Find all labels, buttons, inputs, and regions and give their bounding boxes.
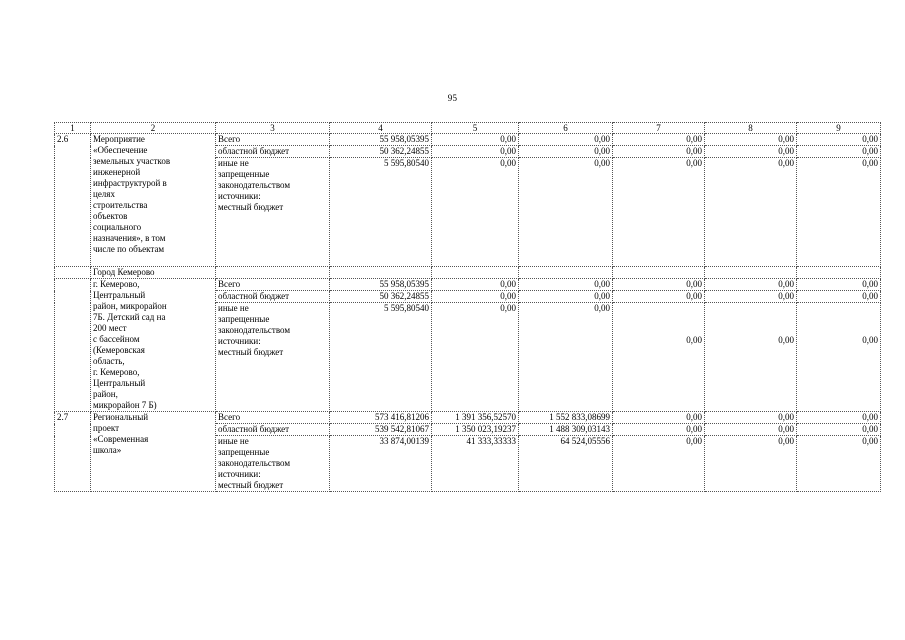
object-name-cell	[91, 279, 216, 412]
value-cell: 573 416,81206	[330, 412, 432, 424]
value-cell: 0,00	[519, 303, 613, 412]
value-cell: 0,00	[432, 158, 519, 267]
source-other-line: законодательством	[218, 458, 291, 468]
value-cell: 0,00	[797, 158, 881, 267]
source-other-line: иные не	[218, 303, 249, 313]
object-name-line: Центральный	[93, 378, 146, 388]
object-name-line: 7Б. Детский сад на	[93, 312, 166, 322]
value-cell: 64 524,05556	[519, 436, 613, 492]
value-cell: 0,00	[519, 279, 613, 291]
page-number: 95	[447, 93, 458, 103]
empty-cell	[55, 267, 91, 279]
header-cell: 5	[432, 123, 519, 134]
project-name-line: «Современная	[93, 434, 149, 444]
value-cell: 0,00	[705, 279, 797, 291]
subheading-row	[55, 267, 881, 279]
empty-cell	[432, 267, 519, 279]
project-name-cell	[91, 412, 216, 492]
source-regional: областной бюджет	[216, 424, 330, 436]
value-cell: 0,00	[519, 146, 613, 158]
value-cell: 5 595,80540	[330, 158, 432, 267]
table-row	[55, 134, 881, 146]
empty-cell	[519, 267, 613, 279]
header-cell: 9	[797, 123, 881, 134]
source-other-line: запрещенные	[218, 447, 270, 457]
measure-name-line: социального	[93, 222, 142, 232]
source-other-line: законодательством	[218, 325, 291, 335]
subheading-city: Город Кемерово	[91, 267, 216, 279]
source-other-line: запрещенные	[218, 169, 270, 179]
source-other-line: местный бюджет	[218, 480, 284, 490]
value-cell: 0,00	[432, 279, 519, 291]
value-cell: 0,00	[705, 146, 797, 158]
header-row	[55, 123, 881, 134]
header-cell: 8	[705, 123, 797, 134]
object-name-line: с бассейном	[93, 334, 140, 344]
source-total: Всего	[216, 134, 330, 146]
object-name-line: г. Кемерово,	[93, 279, 140, 289]
source-other	[216, 158, 330, 267]
value-cell: 55 958,05395	[330, 134, 432, 146]
project-name-line: школа»	[93, 445, 122, 455]
source-total: Всего	[216, 279, 330, 291]
object-name-line: г. Кемерово,	[93, 367, 140, 377]
value-cell: 5 595,80540	[330, 303, 432, 412]
value-cell: 1 350 023,19237	[432, 424, 519, 436]
value-cell: 0,00	[705, 134, 797, 146]
value-cell: 0,00	[797, 279, 881, 291]
value-cell: 0,00	[432, 291, 519, 303]
measure-name-line: инженерной	[93, 167, 141, 177]
value-cell: 1 391 356,52570	[432, 412, 519, 424]
value-cell: 0,00	[797, 436, 881, 492]
value-cell: 0,00	[519, 158, 613, 267]
project-name-line: Региональный	[93, 412, 149, 422]
header-cell: 2	[91, 123, 216, 134]
empty-cell	[797, 267, 881, 279]
source-other-line: запрещенные	[218, 314, 270, 324]
measure-name-line: целях	[93, 189, 115, 199]
empty-cell	[705, 267, 797, 279]
measure-name-line: числе по объектам	[93, 244, 165, 254]
source-other-line: местный бюджет	[218, 347, 284, 357]
source-other-line: местный бюджет	[218, 202, 284, 212]
measure-name-line: объектов	[93, 211, 128, 221]
value-cell: 0,00	[613, 134, 705, 146]
value-cell: 0,00	[613, 279, 705, 291]
value-cell: 0,00	[519, 134, 613, 146]
object-name-line: 200 мест	[93, 323, 127, 333]
value-cell: 0,00	[613, 291, 705, 303]
value-cell: 0,00	[432, 303, 519, 412]
object-name-line: область,	[93, 356, 125, 366]
value-cell: 50 362,24855	[330, 146, 432, 158]
value-cell: 0,00	[613, 158, 705, 267]
empty-cell	[55, 279, 91, 412]
value-cell: 0,00	[705, 291, 797, 303]
source-other	[216, 303, 330, 412]
measure-name-line: назначения», в том	[93, 233, 166, 243]
source-other-line: источники:	[218, 336, 261, 346]
value-cell: 0,00	[613, 424, 705, 436]
value-cell: 0,00	[432, 146, 519, 158]
source-regional: областной бюджет	[216, 146, 330, 158]
source-other-line: источники:	[218, 191, 261, 201]
source-other-line: иные не	[218, 158, 249, 168]
value-cell: 0,00	[797, 291, 881, 303]
header-cell: 6	[519, 123, 613, 134]
object-name-line: район, микрорайон	[93, 301, 167, 311]
source-total: Всего	[216, 412, 330, 424]
budget-table	[54, 122, 881, 492]
value-cell: 1 488 309,03143	[519, 424, 613, 436]
value-cell: 539 542,81067	[330, 424, 432, 436]
measure-name-line: земельных участков	[93, 156, 171, 166]
value-cell: 0,00	[705, 436, 797, 492]
empty-cell	[216, 267, 330, 279]
value-cell: 0,00	[519, 291, 613, 303]
header-cell: 4	[330, 123, 432, 134]
empty-cell	[330, 267, 432, 279]
object-name-line: (Кемеровская	[93, 345, 145, 355]
project-name-line: проект	[93, 423, 120, 433]
table-row	[55, 412, 881, 424]
value-cell: 0,00	[613, 303, 705, 412]
value-cell: 55 958,05395	[330, 279, 432, 291]
value-cell: 0,00	[613, 436, 705, 492]
value-cell: 41 333,33333	[432, 436, 519, 492]
source-other-line: источники:	[218, 469, 261, 479]
value-cell: 0,00	[705, 412, 797, 424]
empty-cell	[613, 267, 705, 279]
value-cell: 0,00	[797, 146, 881, 158]
value-cell: 33 874,00139	[330, 436, 432, 492]
source-other	[216, 436, 330, 492]
value-cell: 0,00	[613, 146, 705, 158]
object-name-line: район,	[93, 389, 118, 399]
header-cell: 1	[55, 123, 91, 134]
source-other-line: законодательством	[218, 180, 291, 190]
source-other-line: иные не	[218, 436, 249, 446]
header-cell: 3	[216, 123, 330, 134]
row-code: 2.7	[55, 412, 91, 492]
measure-name-line: инфраструктурой в	[93, 178, 167, 188]
value-cell: 0,00	[797, 424, 881, 436]
measure-name-line: строительства	[93, 200, 148, 210]
value-cell: 0,00	[705, 303, 797, 412]
value-cell: 0,00	[705, 158, 797, 267]
measure-name-cell	[91, 134, 216, 267]
row-code: 2.6	[55, 134, 91, 267]
measure-name-line: Мероприятие	[93, 134, 145, 144]
value-cell: 1 552 833,08699	[519, 412, 613, 424]
table-row	[55, 279, 881, 291]
source-regional: областной бюджет	[216, 291, 330, 303]
value-cell: 0,00	[797, 303, 881, 412]
header-cell: 7	[613, 123, 705, 134]
value-cell: 0,00	[613, 412, 705, 424]
value-cell: 0,00	[797, 134, 881, 146]
value-cell: 0,00	[705, 424, 797, 436]
value-cell: 0,00	[432, 134, 519, 146]
value-cell: 50 362,24855	[330, 291, 432, 303]
value-cell: 0,00	[797, 412, 881, 424]
object-name-line: микрорайон 7 Б)	[93, 400, 157, 410]
object-name-line: Центральный	[93, 290, 146, 300]
measure-name-line: «Обеспечение	[93, 145, 148, 155]
